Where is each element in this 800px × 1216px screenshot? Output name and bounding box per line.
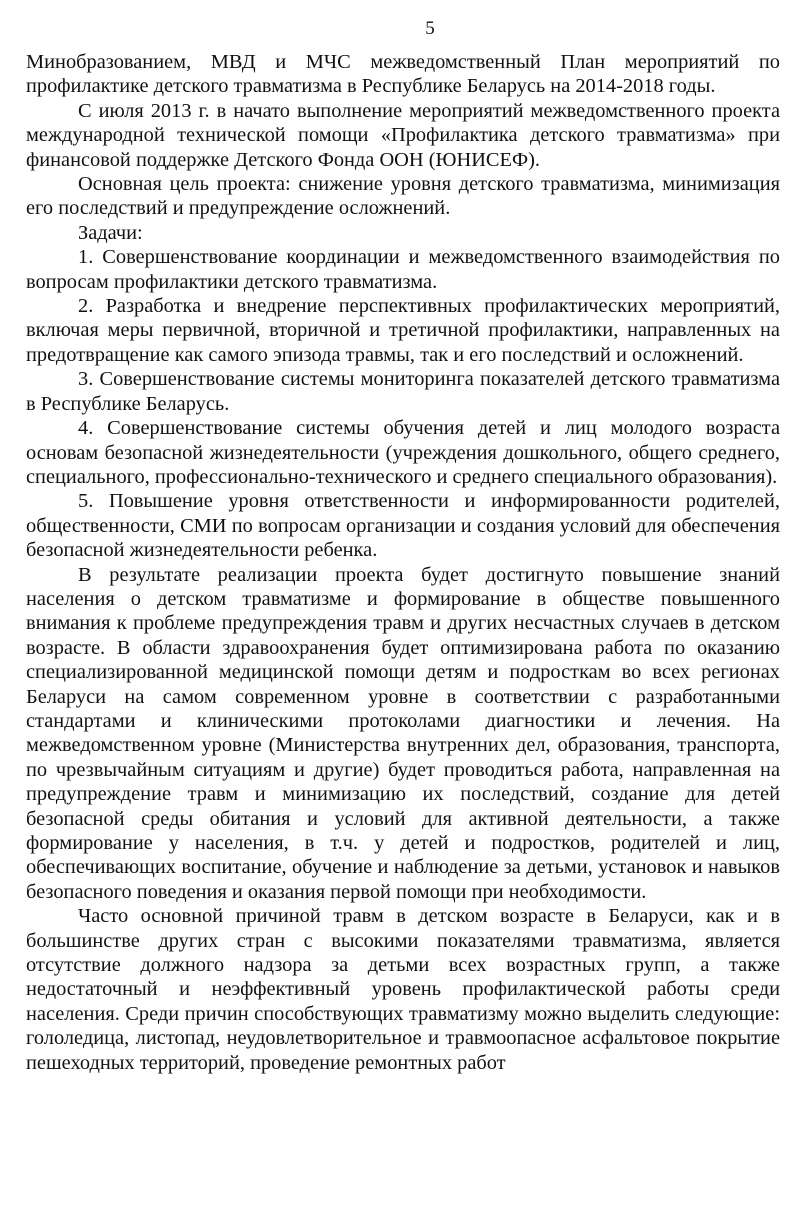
paragraph-project-results: В результате реализации проекта будет достигнуто повышение знаний населения о детском травматизме и формирование в обществе повышенного внимания к проблеме предупреждения травм и других несчастных случаев в детском возрасте. В области здравоохранения будет оптимизирована работа по оказанию специализированной медицинской помощи детям и подросткам во всех регионах Беларуси на самом современном уровне в соответствии с разработанными стандартами и клиническими протоколами диагностики и лечения. На межведомственном уровне (Министерства внутренних дел, образования, транспорта, по чрезвычайным ситуациям и другие) будет проводиться работа, направленная на предупреждение травм и минимизацию их последствий, создание для детей безопасной среды обитания и условий для активной деятельности, а также формирование у населения, в т.ч. у детей и подростков, родителей и лиц, обеспечивающих воспитание, обучение и наблюдение за детьми, установок и навыков безопасного поведения и оказания первой помощи при необходимости. (26, 563, 780, 903)
task-item-3: 3. Совершенствование системы мониторинга показателей детского травматизма в Республике Беларусь. (26, 368, 780, 415)
body-text (26, 50, 780, 1075)
task-item-5: 5. Повышение уровня ответственности и информированности родителей, общественности, СМИ по вопросам организации и создания условий для обеспечения безопасной жизнедеятельности ребенка. (26, 490, 780, 562)
paragraph-main-goal: Основная цель проекта: снижение уровня детского травматизма, минимизация его последствий и предупреждение осложнений. (26, 173, 780, 220)
page-number: 5 (425, 18, 435, 39)
paragraph-plan-continuation: Минобразованием, МВД и МЧС межведомственный План мероприятий по профилактике детского травматизма в Республике Беларусь на 2014-2018 годы. (26, 51, 780, 98)
task-item-1: 1. Совершенствование координации и межведомственного взаимодействия по вопросам профилактики детского травматизма. (26, 246, 780, 293)
paragraph-injury-causes: Часто основной причиной травм в детском возрасте в Беларуси, как и в большинстве других стран с высокими показателями травматизма, является отсутствие должного надзора за детьми всех возрастных групп, а также недостаточный и неэффективный уровень профилактической работы среди населения. Среди причин способствующих травматизму можно выделить следующие: гололедица, листопад, неудовлетворительное и травмоопасное асфальтовое покрытие пешеходных территорий, проведение ремонтных работ (26, 905, 780, 1074)
task-item-2: 2. Разработка и внедрение перспективных профилактических мероприятий, включая меры первичной, вторичной и третичной профилактики, направленных на предотвращение как самого эпизода травмы, так и его последствий и осложнений. (26, 295, 780, 366)
task-item-4: 4. Совершенствование системы обучения детей и лиц молодого возраста основам безопасной жизнедеятельности (учреждения дошкольного, общего среднего, специального, профессионально-технического и среднего специального образования). (26, 417, 780, 488)
paragraph-tasks-heading: Задачи: (78, 221, 143, 244)
paragraph-project-start: С июля 2013 г. в начато выполнение мероприятий межведомственного проекта международной технической помощи «Профилактика детского травматизма» при финансовой поддержке Детского Фонда ООН (ЮНИСЕФ). (26, 99, 780, 171)
